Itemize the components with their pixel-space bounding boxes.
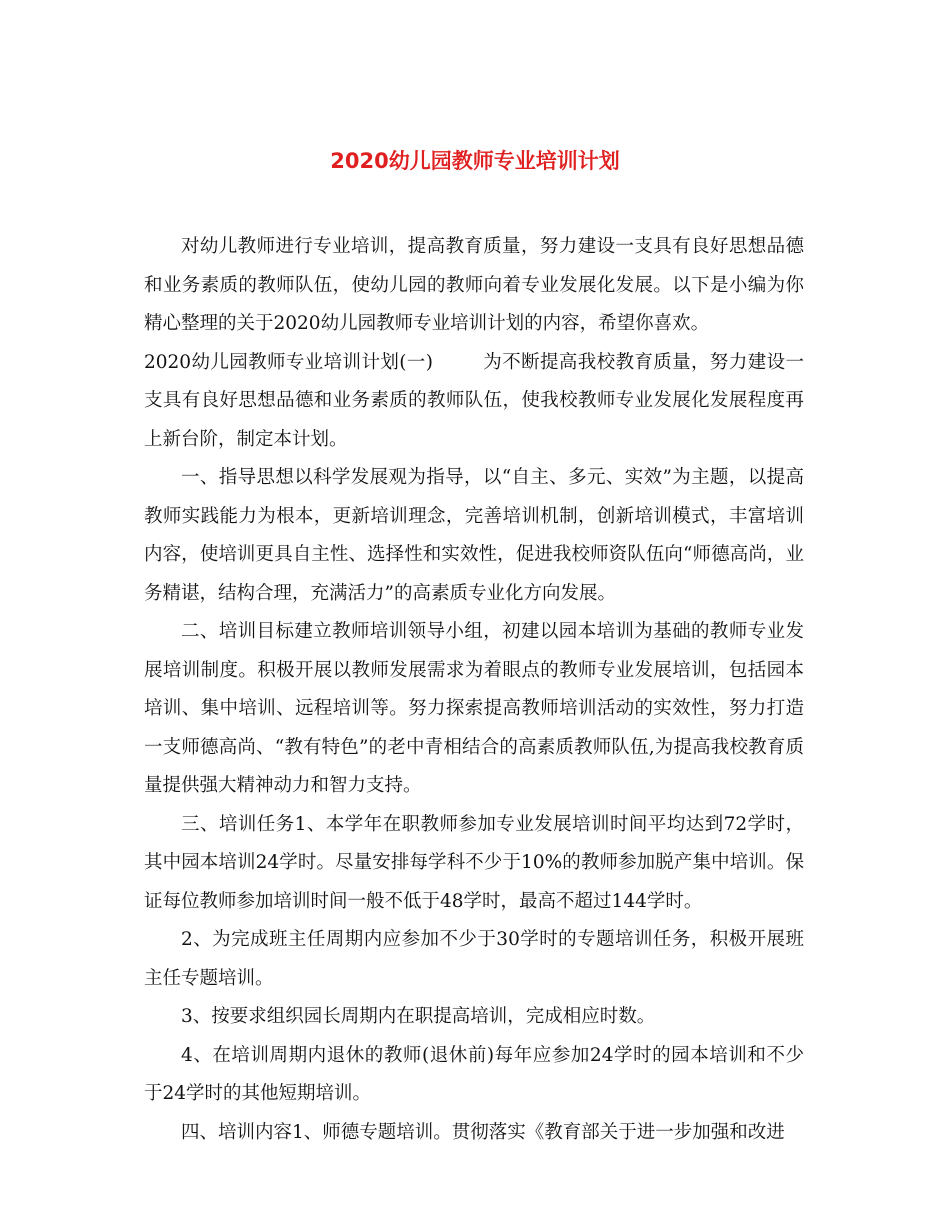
section-guiding-ideology: 一、指导思想以科学发展观为指导，以“自主、多元、实效”为主题，以提高教师实践能力为根本，更新培训理念，完善培训机制，创新培训模式，丰富培训内容，使培训更具自主性、选择性和实效性，促进我校师资队伍向“师德高尚，业务精谌，结构合理，充满活力”的高素质专业化方向发展。 [144, 467, 804, 604]
section-training-content: 四、培训内容1、师德专题培训。贯彻落实《教育部关于进一步加强和改进 [181, 1121, 785, 1143]
task-item-4: 4、在培训周期内退休的教师(退休前)每年应参加24学时的园本培训和不少于24学时的其他短期培训。 [144, 1044, 804, 1104]
plan-paragraph [144, 344, 804, 460]
task-item-3: 3、按要求组织园长周期内在职提高培训，完成相应时数。 [181, 1006, 656, 1027]
intro-paragraph: 对幼儿教师进行专业培训，提高教育质量，努力建设一支具有良好思想品德和业务素质的教师队伍，使幼儿园的教师向着专业发展化发展。以下是小编为你精心整理的关于2020幼儿园教师专业培训计划的内容，希望你喜欢。 [144, 236, 804, 334]
plan-heading: 2020幼儿园教师专业培训计划(一) [144, 351, 433, 373]
section-training-goals: 二、培训目标建立教师培训领导小组，初建以园本培训为基础的教师专业发展培训制度。积极开展以教师发展需求为着眼点的教师专业发展培训，包括园本培训、集中培训、远程培训等。努力探索提高教师培训活动的实效性，努力打造一支师德高尚、“教有特色”的老中青相结合的高素质教师队伍,为提高我校教育质量提供强大精神动力和智力支持。 [144, 621, 804, 796]
document-title: 2020幼儿园教师专业培训计划 [330, 149, 620, 173]
section-training-tasks: 三、培训任务1、本学年在职教师参加专业发展培训时间平均达到72学时，其中园本培训24学时。尽量安排每学科不少于10%的教师参加脱产集中培训。保证每位教师参加培训时间一般不低于48学时，最高不超过144学时。 [144, 813, 804, 912]
document-body [144, 228, 804, 1152]
plan-intro: 为不断提高我校教育质量，努力建设一支具有良好思想品德和业务素质的教师队伍，使我校教师专业发展化发展程度再上新台阶，制定本计划。 [144, 351, 804, 450]
task-item-2: 2、为完成班主任周期内应参加不少于30学时的专题培训任务，积极开展班主任专题培训。 [144, 929, 804, 989]
